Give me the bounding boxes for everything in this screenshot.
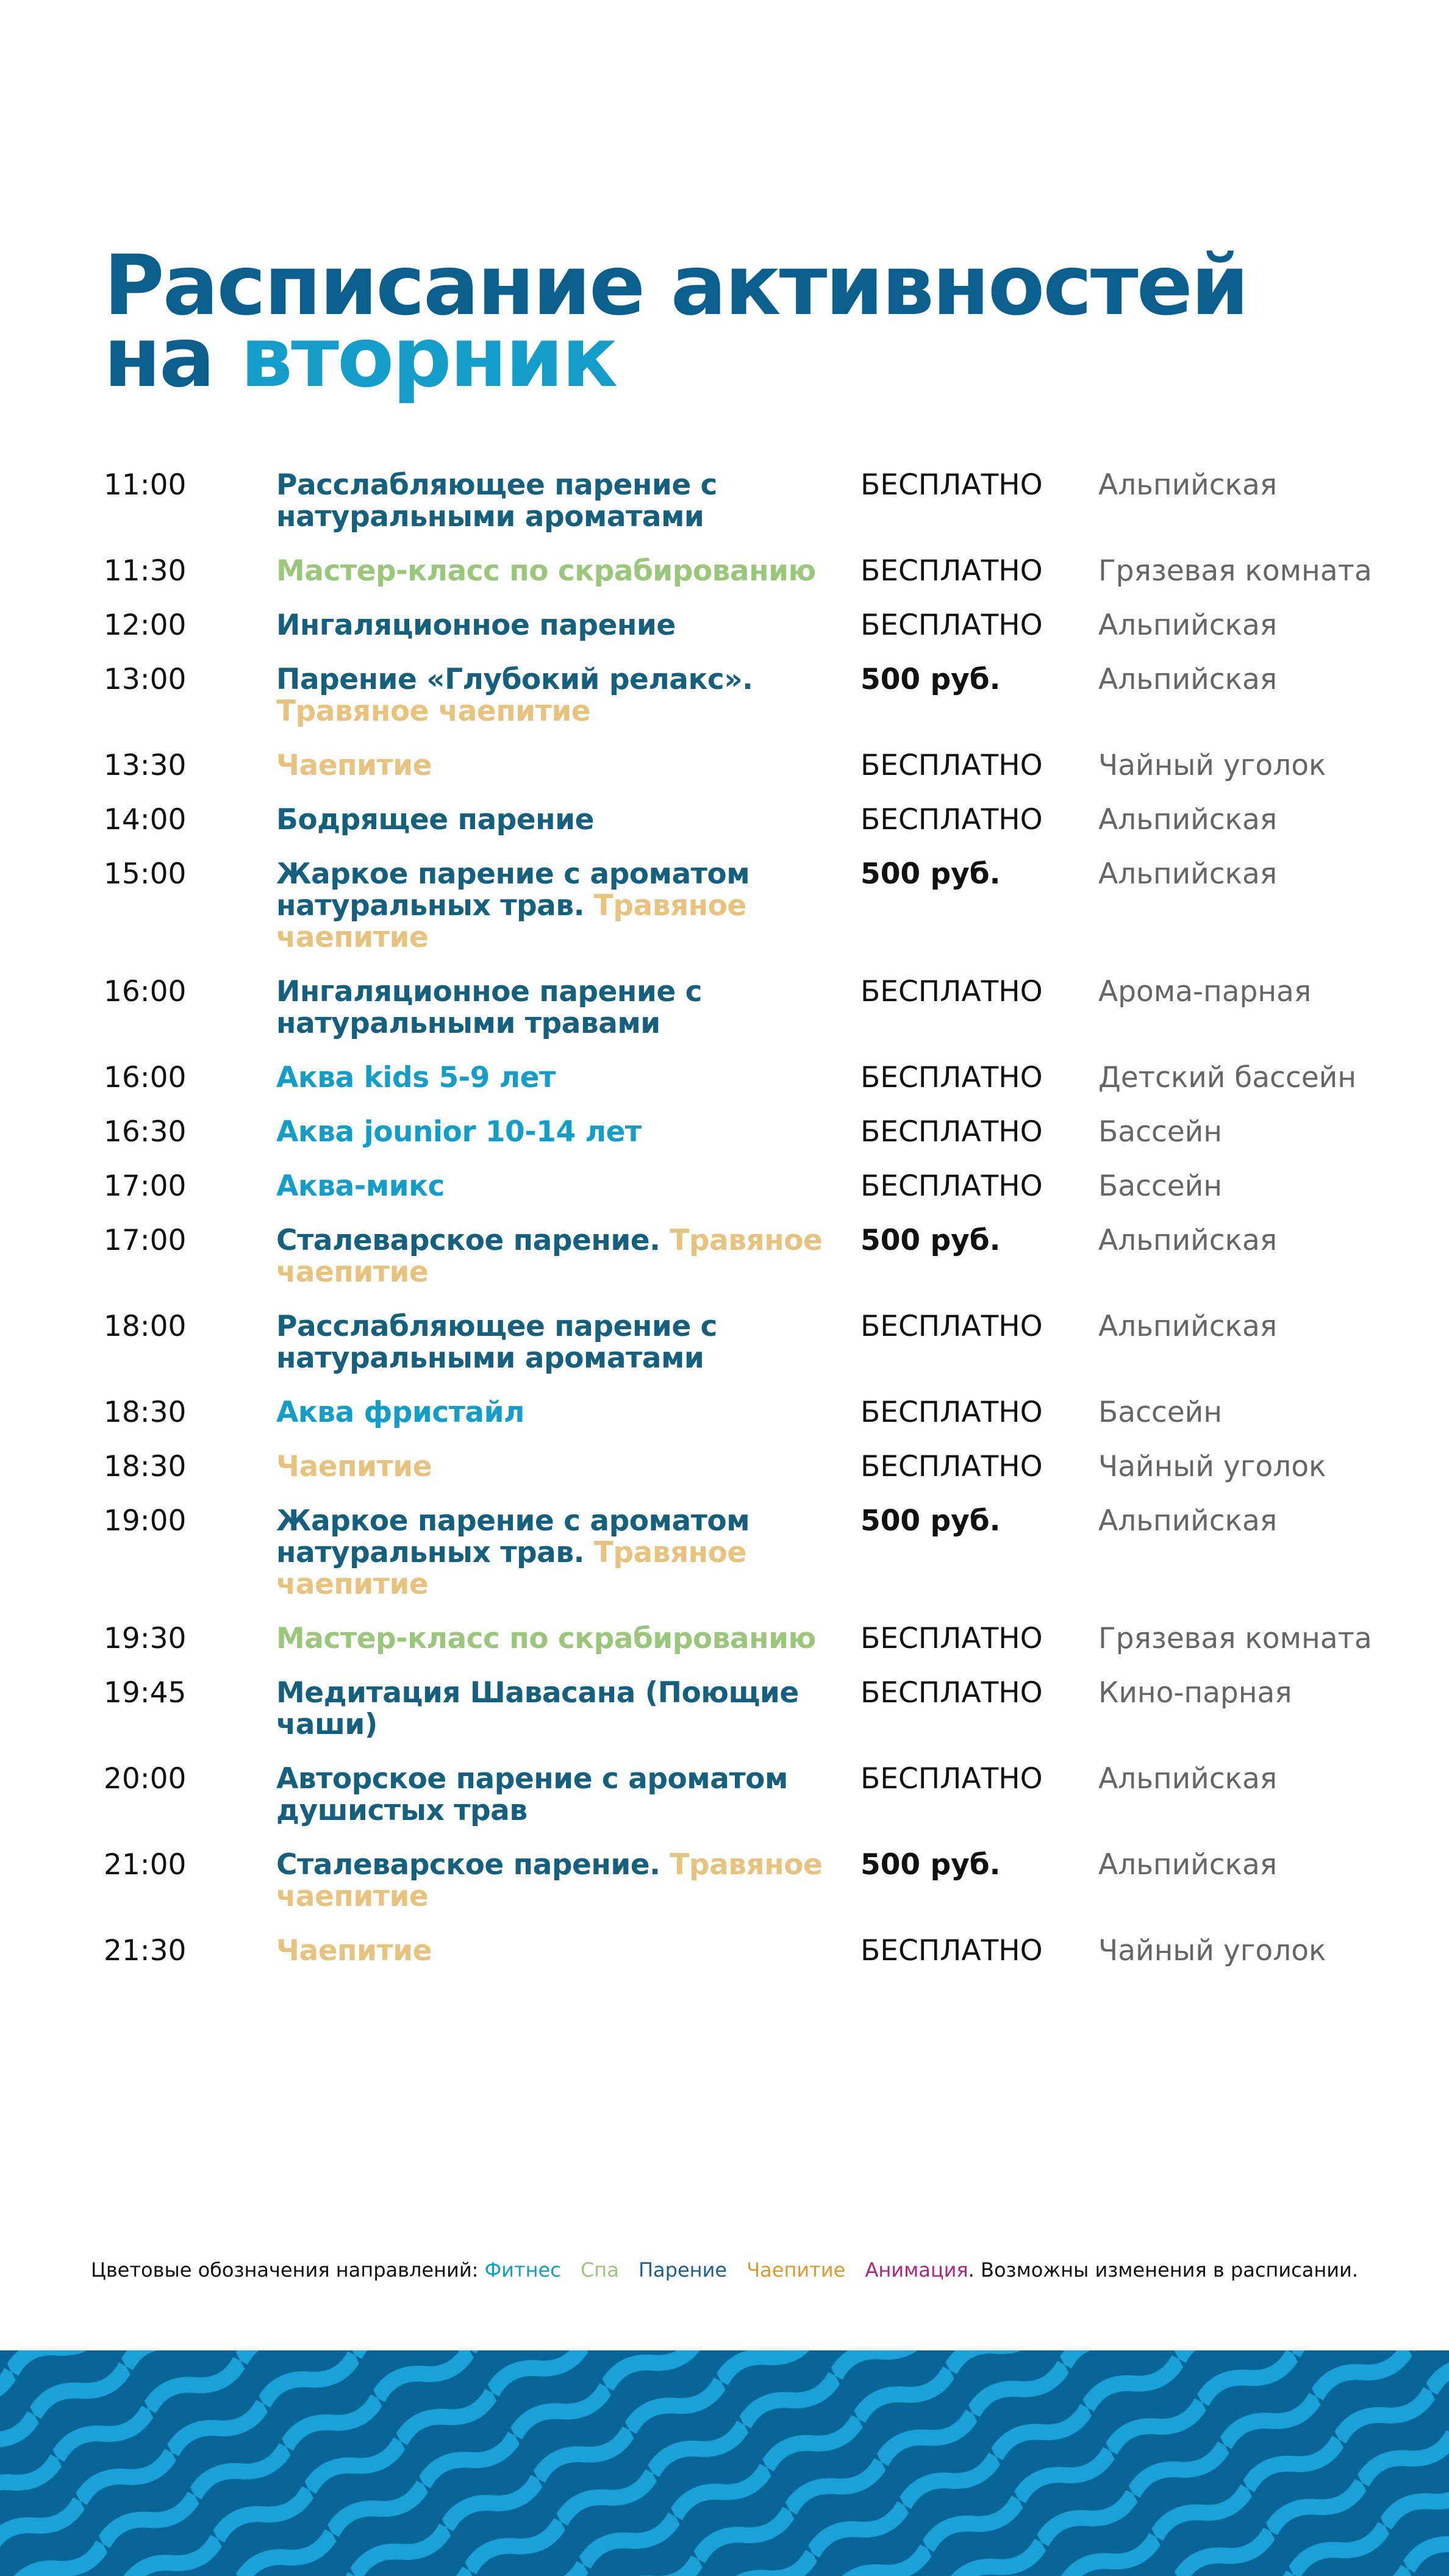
activity-price: БЕСПЛАТНО [860,1169,1043,1203]
activity-price: БЕСПЛАТНО [860,803,1043,837]
schedule-row [104,1849,1397,1913]
activity-price: БЕСПЛАТНО [860,1396,1043,1429]
activity-segment-steam: Сталеварское парение. [276,1848,660,1882]
color-legend [0,2258,1449,2282]
activity-segment-tea: Травяное чаепитие [276,694,591,728]
title-line-2-prefix: на [104,310,241,406]
legend-steam: Парение [638,2258,728,2282]
schedule-row [104,469,1397,533]
schedule-row [104,1505,1397,1600]
activity-price: БЕСПЛАТНО [860,749,1043,782]
schedule-row [104,1451,1397,1483]
activity-segment-tea: Травяное чаепитие [276,1536,746,1601]
activity-name [276,1116,860,1148]
schedule-row [104,1397,1397,1429]
schedule-row [104,1763,1397,1827]
activity-price: БЕСПЛАТНО [860,1676,1043,1710]
activity-price: 500 руб. [860,1848,1001,1882]
activity-price: 500 руб. [860,663,1001,696]
activity-time: 18:00 [104,1310,187,1343]
legend-tea: Чаепитие [746,2258,846,2282]
activity-segment-steam: Расслабляющее парение с натуральными ароматами [276,468,717,533]
activity-name [276,858,860,954]
activity-name [276,1397,860,1429]
activity-location: Бассейн [1098,1115,1222,1149]
legend-animation: Анимация [865,2258,968,2282]
activity-location: Альпийская [1098,857,1278,891]
activity-time: 19:00 [104,1504,187,1538]
activity-time: 21:30 [104,1934,187,1968]
activity-name [276,1677,860,1741]
schedule-row [104,804,1397,836]
activity-price: БЕСПЛАТНО [860,608,1043,642]
schedule-row [104,610,1397,641]
activity-name [276,804,860,836]
activity-time: 18:30 [104,1396,187,1429]
activity-price: 500 руб. [860,1224,1001,1257]
activity-location: Бассейн [1098,1396,1222,1429]
activity-segment-spa: Мастер-класс по скрабированию [276,554,816,588]
activity-name [276,1623,860,1655]
title-day-highlight: вторник [240,310,617,406]
activity-segment-tea: Чаепитие [276,1450,432,1483]
legend-fitness: Фитнес [484,2258,561,2282]
activity-location: Альпийская [1098,1310,1278,1343]
activity-segment-steam: Парение «Глубокий релакс». [276,663,753,696]
activity-time: 21:00 [104,1848,187,1882]
activity-segment-steam: Медитация Шавасана (Поющие чаши) [276,1676,799,1741]
activity-price: БЕСПЛАТНО [860,1762,1043,1796]
schedule-table [104,469,1397,1989]
activity-time: 18:30 [104,1450,187,1483]
activity-name [276,976,860,1040]
activity-time: 16:30 [104,1115,187,1149]
activity-price: БЕСПЛАТНО [860,1450,1043,1483]
activity-name [276,1171,860,1202]
schedule-row [104,976,1397,1040]
activity-name [276,610,860,641]
activity-location: Чайный уголок [1098,749,1326,782]
activity-name [276,664,860,727]
activity-segment-fitness: Аква jounior 10-14 лет [276,1115,642,1149]
activity-name [276,1311,860,1374]
activity-price: БЕСПЛАТНО [860,468,1043,502]
activity-location: Альпийская [1098,1504,1278,1538]
activity-segment-fitness: Аква-микс [276,1169,445,1203]
activity-time: 19:45 [104,1676,187,1710]
activity-segment-steam: Ингаляционное парение с натуральными травами [276,975,702,1040]
activity-segment-steam: Жаркое парение с ароматом натуральных трав. [276,1504,750,1569]
activity-segment-steam: Бодрящее парение [276,803,594,837]
activity-name [276,1763,860,1827]
activity-segment-steam: Авторское парение с ароматом душистых трав [276,1762,788,1827]
activity-location: Альпийская [1098,663,1278,696]
activity-price: БЕСПЛАТНО [860,1310,1043,1343]
schedule-row [104,555,1397,587]
activity-segment-tea: Травяное чаепитие [276,1224,823,1289]
schedule-row [104,1171,1397,1202]
activity-price: 500 руб. [860,1504,1001,1538]
activity-location: Арома-парная [1098,975,1312,1008]
activity-segment-tea: Травяное чаепитие [276,1848,823,1913]
activity-time: 17:00 [104,1224,187,1257]
activity-location: Альпийская [1098,608,1278,642]
activity-name [276,555,860,587]
activity-price: БЕСПЛАТНО [860,975,1043,1008]
activity-location: Альпийская [1098,1848,1278,1882]
activity-price: 500 руб. [860,857,1001,891]
activity-location: Альпийская [1098,1224,1278,1257]
activity-segment-fitness: Аква kids 5-9 лет [276,1061,556,1094]
activity-segment-tea: Травяное чаепитие [276,889,746,954]
activity-segment-steam: Сталеварское парение. [276,1224,660,1257]
activity-time: 16:00 [104,1061,187,1094]
activity-price: БЕСПЛАТНО [860,1115,1043,1149]
schedule-row [104,1935,1397,1967]
activity-location: Чайный уголок [1098,1934,1326,1968]
activity-segment-steam: Жаркое парение с ароматом натуральных трав. [276,857,750,922]
activity-time: 11:00 [104,468,187,502]
legend-suffix: . Возможны изменения в расписании. [968,2258,1359,2282]
legend-spa: Спа [580,2258,619,2282]
activity-location: Альпийская [1098,1762,1278,1796]
title-line-1: Расписание активностей [104,238,1248,334]
activity-name [276,1935,860,1967]
activity-segment-spa: Мастер-класс по скрабированию [276,1622,816,1655]
activity-time: 13:00 [104,663,187,696]
activity-name [276,750,860,782]
schedule-row [104,1677,1397,1741]
activity-time: 13:30 [104,749,187,782]
activity-segment-tea: Чаепитие [276,1934,432,1968]
activity-location: Альпийская [1098,803,1278,837]
activity-time: 11:30 [104,554,187,588]
schedule-row [104,1116,1397,1148]
activity-time: 19:30 [104,1622,187,1655]
activity-time: 14:00 [104,803,187,837]
activity-location: Чайный уголок [1098,1450,1326,1483]
page-title [104,238,1248,406]
activity-price: БЕСПЛАТНО [860,1622,1043,1655]
activity-segment-fitness: Аква фристайл [276,1396,524,1429]
activity-name [276,1849,860,1913]
activity-price: БЕСПЛАТНО [860,554,1043,588]
activity-name [276,1505,860,1600]
schedule-row [104,1311,1397,1374]
activity-location: Кино-парная [1098,1676,1292,1710]
activity-price: БЕСПЛАТНО [860,1934,1043,1968]
activity-location: Альпийская [1098,468,1278,502]
wave-pattern-footer [0,2350,1449,2576]
activity-segment-tea: Чаепитие [276,749,432,782]
schedule-row [104,1225,1397,1288]
activity-time: 12:00 [104,608,187,642]
activity-price: БЕСПЛАТНО [860,1061,1043,1094]
activity-time: 17:00 [104,1169,187,1203]
activity-time: 16:00 [104,975,187,1008]
activity-name [276,469,860,533]
activity-location: Бассейн [1098,1169,1222,1203]
activity-segment-steam: Расслабляющее парение с натуральными ароматами [276,1310,717,1375]
activity-location: Грязевая комната [1098,1622,1372,1655]
activity-location: Детский бассейн [1098,1061,1356,1094]
schedule-row [104,858,1397,954]
activity-name [276,1451,860,1483]
activity-time: 15:00 [104,857,187,891]
legend-prefix: Цветовые обозначения направлений: [90,2258,479,2282]
activity-time: 20:00 [104,1762,187,1796]
schedule-row [104,1623,1397,1655]
activity-location: Грязевая комната [1098,554,1372,588]
activity-name [276,1225,860,1288]
schedule-row [104,1062,1397,1094]
activity-segment-steam: Ингаляционное парение [276,608,676,642]
schedule-row [104,664,1397,727]
activity-name [276,1062,860,1094]
schedule-row [104,750,1397,782]
